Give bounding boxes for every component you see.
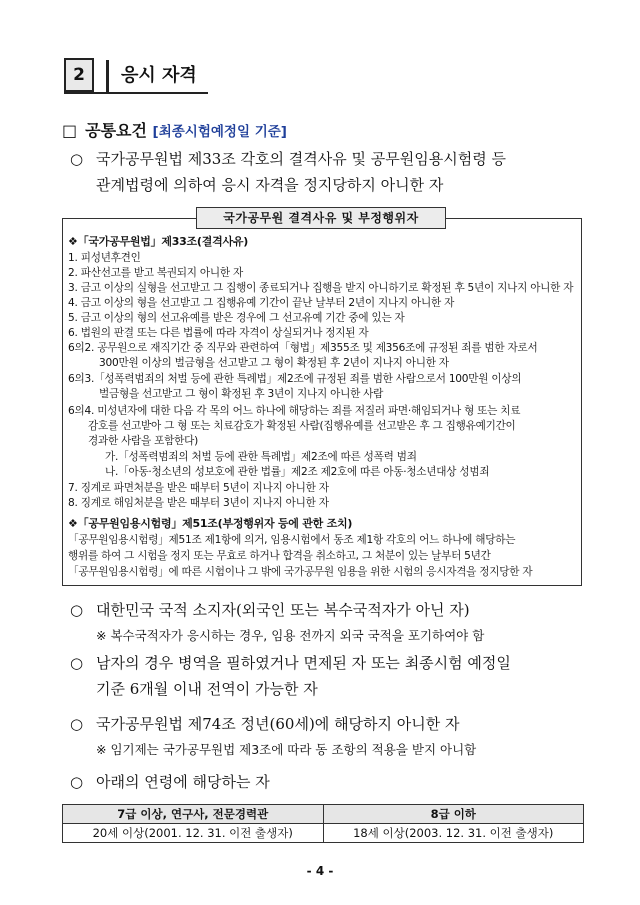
box-paragraph: 행위를 하여 그 시험을 정지 또는 무효로 하거나 합격을 취소하고, 그 처분이 있는 날부터 5년간 [68, 550, 491, 562]
box-subitem: 나.「아동·청소년의 성보호에 관한 법률」제2조 제2호에 따른 아동·청소년대상 성범죄 [105, 466, 490, 478]
box-item: 6. 법원의 판결 또는 다른 법률에 따라 자격이 상실되거나 정지된 자 [68, 327, 369, 339]
checkbox-square-icon: □ [62, 121, 78, 140]
box-item-cont: 벌금형을 선고받고 그 형이 확정된 후 3년이 지나지 아니한 사람 [99, 388, 384, 400]
circle-bullet-icon: ○ [70, 654, 84, 672]
table-header-row [63, 805, 584, 824]
box-item: 5. 금고 이상의 형의 선고유예를 받은 경우에 그 선고유예 기간 중에 있는 자 [68, 312, 405, 324]
box-item: 4. 금고 이상의 형을 선고받고 그 집행유예 기간이 끝난 날부터 2년이 지나지 아니한 자 [68, 297, 455, 309]
common-requirements-heading [62, 118, 287, 141]
bullet-age [70, 769, 270, 795]
circle-bullet-icon: ○ [70, 715, 84, 733]
page-number: - 4 - [306, 864, 334, 878]
box-item-cont: 300만원 이상의 벌금형을 선고받고 그 형이 확정된 후 2년이 지나지 아니한 자 [99, 357, 449, 369]
box-item: 7. 징계로 파면처분을 받은 때부터 5년이 지나지 아니한 자 [68, 482, 329, 494]
circle-bullet-icon: ○ [70, 601, 84, 619]
bullet-note: ※ 임기제는 국가공무원법 제3조에 따라 동 조항의 적용을 받지 아니함 [96, 742, 477, 757]
section-title: 응시 자격 [106, 60, 216, 94]
box-item: 6의4. 미성년자에 대한 다음 각 목의 어느 하나에 해당하는 죄를 저질러 파면·해임되거나 형 또는 치료 [68, 405, 521, 417]
bullet-note: ※ 복수국적자가 응시하는 경우, 임용 전까지 외국 국적을 포기하여야 함 [96, 628, 485, 643]
bullet-nationality [70, 597, 470, 623]
box-item-cont: 경과한 사람을 포함한다) [88, 435, 198, 447]
table-header-cell: 7급 이상, 연구사, 전문경력관 [63, 805, 324, 824]
common-requirements-title: 공통요건 [85, 121, 147, 140]
box-item: 1. 피성년후견인 [68, 252, 141, 264]
box-item: 6의2. 공무원으로 재직기간 중 직무와 관련하여「형법」제355조 및 제356조에 규정된 죄를 범한 자로서 [68, 342, 538, 354]
box-item: 3. 금고 이상의 실형을 선고받고 그 집행이 종료되거나 집행을 받지 아니하기로 확정된 후 5년이 지나지 아니한 자 [68, 282, 574, 294]
bullet-text: 국가공무원법 제33조 각호의 결격사유 및 공무원임용시험령 등 [96, 150, 506, 168]
box-item: 2. 파산선고를 받고 복권되지 아니한 자 [68, 267, 243, 279]
table-cell: 18세 이상(2003. 12. 31. 이전 출생자) [323, 824, 584, 843]
table-row [63, 824, 584, 843]
bullet-text-cont: 관계법령에 의하여 응시 자격을 정지당하지 아니한 자 [96, 176, 444, 194]
bullet-text: 국가공무원법 제74조 정년(60세)에 해당하지 아니한 자 [96, 715, 460, 733]
box-heading-article51: ❖「공무원임용시험령」제51조(부정행위자 등에 관한 조치) [68, 517, 353, 530]
box-subitem: 가.「성폭력범죄의 처벌 등에 관한 특례법」제2조에 따른 성폭력 범죄 [105, 451, 417, 463]
bullet-text: 대한민국 국적 소지자(외국인 또는 복수국적자가 아닌 자) [96, 601, 470, 619]
section-number: 2 [64, 58, 94, 92]
box-paragraph: 「공무원임용시험령」에 따른 시험이나 그 밖에 국가공무원 임용을 위한 시험의 응시자격을 정지당한 자 [68, 566, 533, 578]
bullet-disqualification [70, 146, 506, 198]
reference-date-note: [최종시험예정일 기준] [152, 124, 287, 140]
box-paragraph: 「공무원임용시험령」제51조 제1항에 의거, 임용시험에서 동조 제1항 각호의 어느 하나에 해당하는 [68, 534, 516, 546]
table-cell: 20세 이상(2001. 12. 31. 이전 출생자) [63, 824, 324, 843]
section-underline [64, 92, 208, 94]
bullet-text: 아래의 연령에 해당하는 자 [96, 773, 270, 791]
table-header-cell: 8급 이하 [323, 805, 584, 824]
circle-bullet-icon: ○ [70, 773, 84, 791]
box-heading-article33: ❖「국가공무원법」제33조(결격사유) [68, 235, 248, 248]
bullet-retirement-age [70, 711, 460, 737]
bullet-text: 남자의 경우 병역을 필하였거나 면제된 자 또는 최종시험 예정일 [96, 654, 511, 672]
box-item-cont: 감호를 선고받아 그 형 또는 치료감호가 확정된 사람(집행유예를 선고받은 후 그 집행유예기간이 [88, 420, 516, 432]
bullet-text-cont: 기준 6개월 이내 전역이 가능한 자 [96, 680, 318, 698]
circle-bullet-icon: ○ [70, 150, 84, 168]
age-requirement-table [62, 804, 584, 843]
bullet-military [70, 650, 511, 702]
box-item: 8. 징계로 해임처분을 받은 때부터 3년이 지나지 아니한 자 [68, 497, 329, 509]
box-caption: 국가공무원 결격사유 및 부정행위자 [196, 207, 446, 229]
box-item: 6의3.「성폭력범죄의 처벌 등에 관한 특례법」제2조에 규정된 죄를 범한 사람으로서 100만원 이상의 [68, 373, 522, 385]
